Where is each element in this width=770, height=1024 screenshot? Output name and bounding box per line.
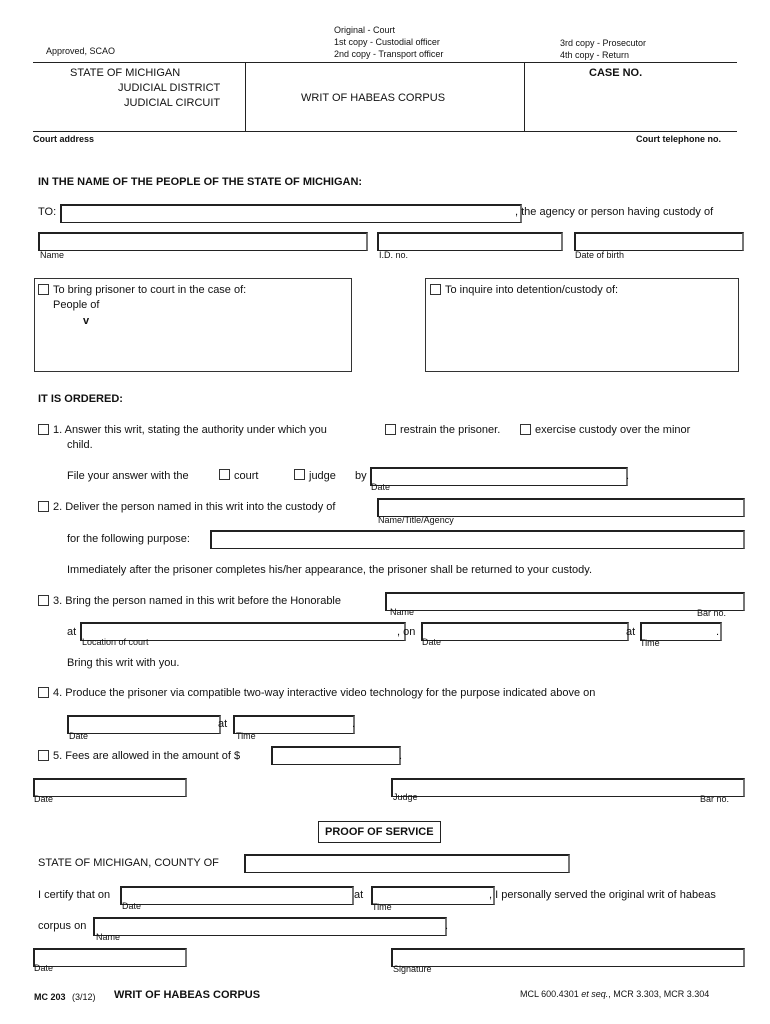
to-field[interactable] <box>60 204 522 223</box>
preamble-heading: IN THE NAME OF THE PEOPLE OF THE STATE OF MICHIGAN: <box>38 176 363 188</box>
exercise-custody-checkbox[interactable] <box>520 424 531 435</box>
inquire-label: To inquire into detention/custody of: <box>445 284 619 296</box>
name-title-agency-caption: Name/Title/Agency <box>378 515 454 525</box>
appear-date-field[interactable] <box>421 622 629 641</box>
order-date-caption: Date <box>34 794 54 804</box>
item1-text: 1. Answer this writ, stating the authority under which you <box>53 424 327 436</box>
bring-prisoner-label: To bring prisoner to court in the case of: <box>53 284 247 296</box>
citation-mcl: MCL 600.4301 <box>520 989 582 999</box>
id-field[interactable] <box>377 232 563 251</box>
ordered-heading: IT IS ORDERED: <box>38 393 123 405</box>
county-field[interactable] <box>244 854 570 873</box>
period-4: . <box>352 718 356 730</box>
proof-heading: PROOF OF SERVICE <box>318 821 441 843</box>
copy-3rd: 3rd copy - Prosecutor <box>560 38 647 48</box>
name-caption: Name <box>40 250 65 260</box>
answer-date-field[interactable] <box>370 467 628 486</box>
to-label: TO: <box>38 206 57 218</box>
footer-citation <box>520 989 709 999</box>
to-suffix: , the agency or person having custody of <box>515 206 714 218</box>
order-date-field[interactable] <box>33 778 187 797</box>
judicial-district: JUDICIAL DISTRICT <box>118 82 221 94</box>
item5-text: 5. Fees are allowed in the amount of $ <box>53 750 241 762</box>
judge-checkbox[interactable] <box>294 469 305 480</box>
approved-scao: Approved, SCAO <box>46 46 116 56</box>
copy-2nd: 2nd copy - Transport officer <box>334 49 444 59</box>
bring-writ-text: Bring this writ with you. <box>67 657 180 669</box>
case-no-input[interactable] <box>532 100 732 116</box>
served-name-caption: Name <box>96 932 121 942</box>
court-telephone-label: Court telephone no. <box>636 134 721 144</box>
judge-signature-field[interactable] <box>391 778 745 797</box>
at-label-3b: at <box>626 626 636 638</box>
video-time-caption: Time <box>236 731 256 741</box>
service-time-caption: Time <box>372 902 392 912</box>
judge-caption: Judge <box>393 792 418 802</box>
signature-field[interactable] <box>391 948 745 967</box>
citation-et-seq: et seq. <box>581 989 609 999</box>
court-label: court <box>234 470 259 482</box>
restrain-checkbox[interactable] <box>385 424 396 435</box>
corpus-on-label: corpus on <box>38 920 87 932</box>
item2-text: 2. Deliver the person named in this writ into the custody of <box>53 501 336 513</box>
proof-date-field[interactable] <box>33 948 187 967</box>
form-revision: (3/12) <box>72 992 96 1002</box>
item1-checkbox[interactable] <box>38 424 49 435</box>
dob-field[interactable] <box>574 232 744 251</box>
returned-text: Immediately after the prisoner completes his/her appearance, the prisoner shall be returned to your custody. <box>67 564 593 576</box>
id-caption: I.D. no. <box>379 250 409 260</box>
copy-original: Original - Court <box>334 25 396 35</box>
appear-date-caption: Date <box>422 637 442 647</box>
copy-1st: 1st copy - Custodial officer <box>334 37 440 47</box>
county-label: STATE OF MICHIGAN, COUNTY OF <box>38 857 219 869</box>
at-label-4: at <box>218 718 228 730</box>
state-of-michigan: STATE OF MICHIGAN <box>70 67 181 79</box>
honorable-name-caption: Name <box>390 607 415 617</box>
period-proof: . <box>445 920 449 932</box>
item3-checkbox[interactable] <box>38 595 49 606</box>
signature-caption: Signature <box>393 964 432 974</box>
proof-date-caption: Date <box>34 963 54 973</box>
at-label-proof: at <box>354 889 364 901</box>
service-date-caption: Date <box>122 901 142 911</box>
period-5: . <box>399 750 403 762</box>
service-date-field[interactable] <box>120 886 354 905</box>
served-text: , I personally served the original writ of habeas <box>489 889 716 901</box>
purpose-field[interactable] <box>210 530 745 549</box>
answer-date-caption: Date <box>371 482 391 492</box>
form-title: WRIT OF HABEAS CORPUS <box>301 92 446 104</box>
on-label: , on <box>397 626 416 638</box>
by-label: by <box>355 470 367 482</box>
form-number: MC 203 <box>34 992 66 1002</box>
item5-checkbox[interactable] <box>38 750 49 761</box>
child-label: child. <box>67 439 93 451</box>
court-checkbox[interactable] <box>219 469 230 480</box>
court-address-label: Court address <box>33 134 95 144</box>
purpose-label: for the following purpose: <box>67 533 190 545</box>
location-caption: Location of court <box>82 637 149 647</box>
item4-text: 4. Produce the prisoner via compatible two-way interactive video technology for the purpose indicated above on <box>53 687 596 699</box>
citation-mcr: , MCR 3.303, MCR 3.304 <box>608 989 710 999</box>
judge-label: judge <box>309 470 336 482</box>
name-field[interactable] <box>38 232 368 251</box>
video-date-caption: Date <box>69 731 89 741</box>
versus-label: v <box>83 315 90 327</box>
inquire-checkbox[interactable] <box>430 284 441 295</box>
appear-time-caption: Time <box>640 638 660 648</box>
copy-4th: 4th copy - Return <box>560 50 630 60</box>
judge-bar-caption: Bar no. <box>700 794 730 804</box>
certify-label: I certify that on <box>38 889 111 901</box>
file-answer-label: File your answer with the <box>67 470 189 482</box>
judicial-circuit: JUDICIAL CIRCUIT <box>124 97 221 109</box>
honorable-bar-caption: Bar no. <box>697 608 727 618</box>
people-of-label: People of <box>53 299 100 311</box>
exercise-custody-label: exercise custody over the minor <box>535 424 691 436</box>
video-date-field[interactable] <box>67 715 221 734</box>
footer-title: WRIT OF HABEAS CORPUS <box>114 989 261 1001</box>
served-name-field[interactable] <box>93 917 447 936</box>
honorable-field[interactable] <box>385 592 745 611</box>
at-label-3: at <box>67 626 77 638</box>
item4-checkbox[interactable] <box>38 687 49 698</box>
item2-checkbox[interactable] <box>38 501 49 512</box>
fees-amount-field[interactable] <box>271 746 401 765</box>
period-3: . <box>716 626 720 638</box>
restrain-label: restrain the prisoner. <box>400 424 501 436</box>
bring-prisoner-checkbox[interactable] <box>38 284 49 295</box>
dob-caption: Date of birth <box>575 250 625 260</box>
case-no-label: CASE NO. <box>589 67 643 79</box>
period-1: . <box>626 470 630 482</box>
item3-text: 3. Bring the person named in this writ before the Honorable <box>53 595 341 607</box>
